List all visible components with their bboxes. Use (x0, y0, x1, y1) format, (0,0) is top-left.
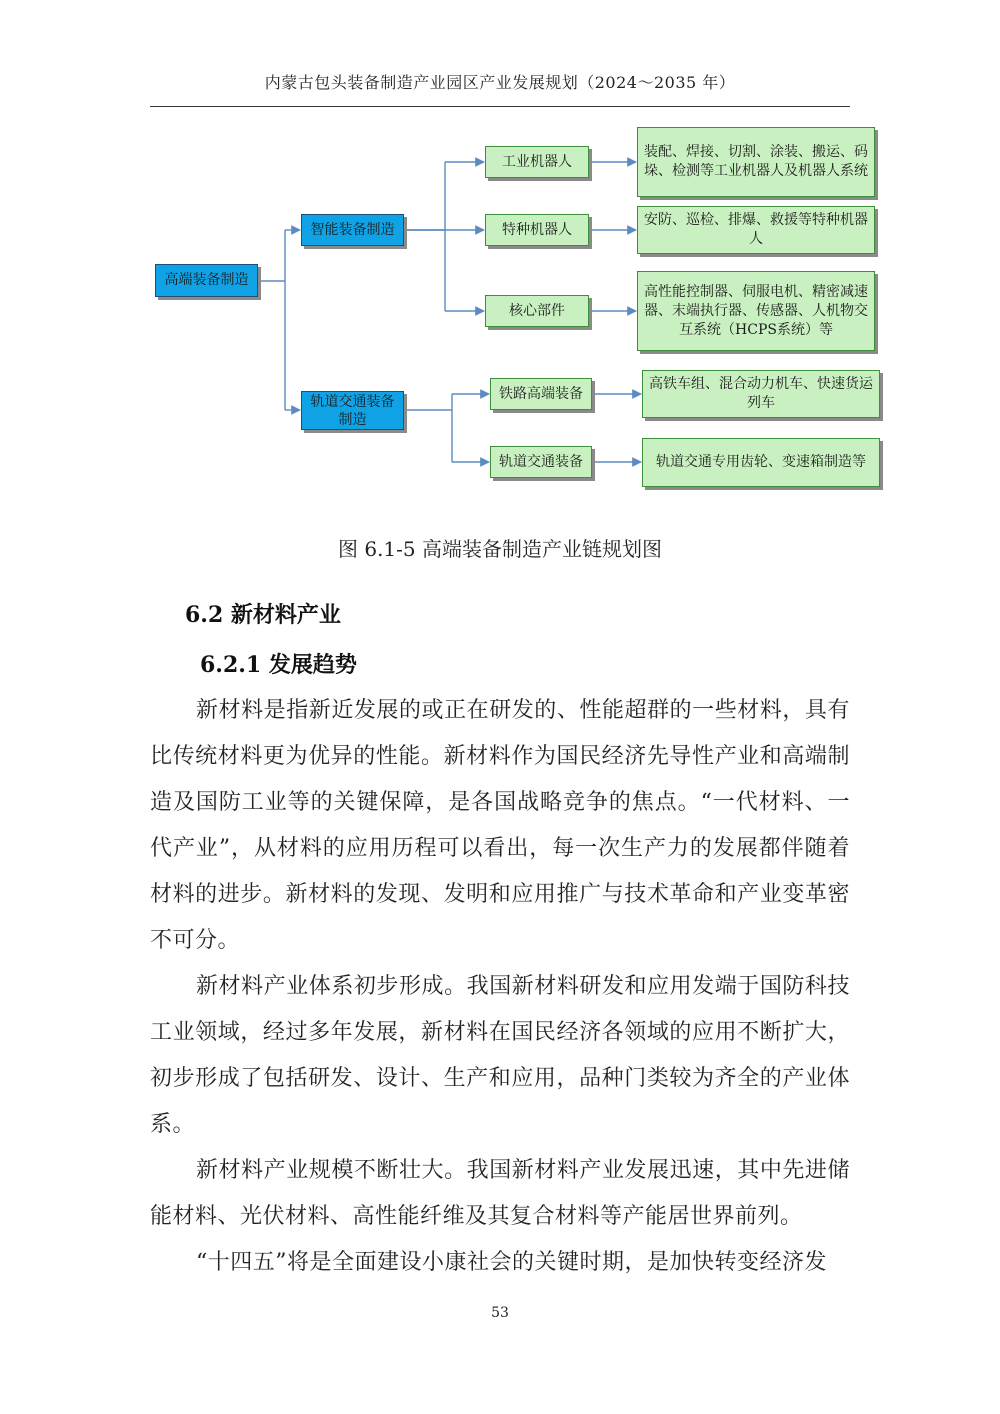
node-rail-transit-equipment: 轨道交通装备 (490, 446, 592, 478)
node-rail-transit-manufacturing: 轨道交通装备制造 (301, 391, 404, 430)
node-intelligent-equipment: 智能装备制造 (301, 214, 404, 246)
subsection-heading: 6.2.1 发展趋势 (200, 652, 357, 678)
node-high-end-equipment: 高端装备制造 (155, 264, 258, 297)
node-railway-high-end-equipment: 铁路高端装备 (490, 378, 592, 410)
body-text (150, 688, 850, 1286)
paragraph-2: 新材料产业体系初步形成。我国新材料研发和应用发端于国防科技工业领域，经过多年发展，新材料在国民经济各领域的应用不断扩大，初步形成了包括研发、设计、生产和应用，品种门类较为齐全的产业体系。 (150, 974, 850, 1137)
industry-chain-diagram (0, 0, 1000, 520)
node-industrial-robot: 工业机器人 (485, 146, 589, 178)
figure-caption: 图 6.1-5 高端装备制造产业链规划图 (337, 537, 662, 561)
paragraph-3: 新材料产业规模不断壮大。我国新材料产业发展迅速，其中先进储能材料、光伏材料、高性能纤维及其复合材料等产能居世界前列。 (150, 1158, 850, 1229)
page-number: 53 (491, 1305, 509, 1321)
paragraph-1: 新材料是指新近发展的或正在研发的、性能超群的一些材料，具有比传统材料更为优异的性能。新材料作为国民经济先导性产业和高端制造及国防工业等的关键保障，是各国战略竞争的焦点。“一代材料、一代产业”，从材料的应用历程可以看出，每一次生产力的发展都伴随着材料的进步。新材料的发现、发明和应用推广与技术革命和产业变革密不可分。 (150, 698, 850, 953)
detail-industrial-robot: 装配、焊接、切割、涂装、搬运、码垛、检测等工业机器人及机器人系统 (637, 127, 875, 197)
detail-rail-transit-equipment: 轨道交通专用齿轮、变速箱制造等 (642, 438, 880, 487)
node-core-parts: 核心部件 (485, 295, 589, 327)
detail-core-parts: 高性能控制器、伺服电机、精密减速器、末端执行器、传感器、人机物交互系统（HCPS系统）等 (637, 271, 875, 351)
node-special-robot: 特种机器人 (485, 214, 589, 246)
paragraph-4: “十四五”将是全面建设小康社会的关键时期，是加快转变经济发 (196, 1250, 827, 1275)
detail-railway-equipment: 高铁车组、混合动力机车、快速货运列车 (642, 370, 880, 418)
running-header: 内蒙古包头装备制造产业园区产业发展规划（2024～2035 年） (264, 73, 736, 92)
section-heading: 6.2 新材料产业 (185, 602, 341, 628)
detail-special-robot: 安防、巡检、排爆、救援等特种机器人 (637, 206, 875, 254)
